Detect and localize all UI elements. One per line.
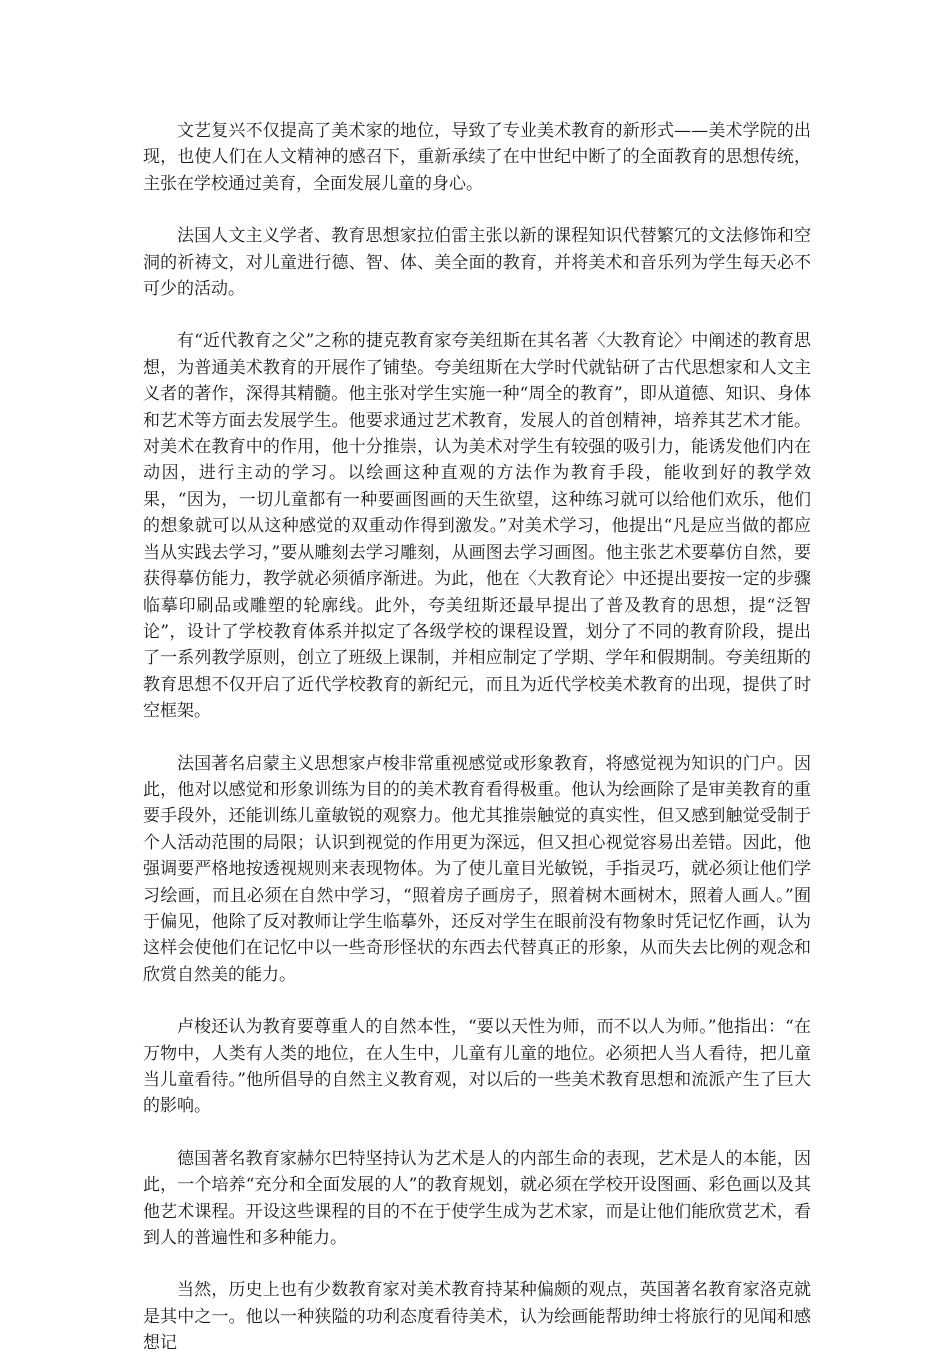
paragraph-comenius: 有“近代教育之父”之称的捷克教育家夸美纽斯在其名著〈大教育论〉中阐述的教育思想，为普通美术教育的开展作了铺垫。夸美纽斯在大学时代就钻研了古代思想家和人文主义者的著作，深得其精髓。他主张对学生实施一种“周全的教育”，即从道德、知识、身体和艺术等方面去发展学生。他要求通过艺术教育，发展人的首创精神，培养其艺术才能。对美术在教育中的作用，他十分推崇，认为美术对学生有较强的吸引力，能诱发他们内在动因，进行主动的学习。以绘画这种直观的方法作为教育手段，能收到好的教学效果，“因为，一切儿童都有一种要画图画的天生欲望，这种练习就可以给他们欢乐，他们的想象就可以从这种感觉的双重动作得到激发。”对美术学习，他提出“凡是应当做的都应当从实践去学习，”要从雕刻去学习雕刻，从画图去学习画图。他主张艺术要摹仿自然，要获得摹仿能力，教学就必须循序渐进。为此，他在〈大教育论〉中还提出要按一定的步骤临摹印刷品或雕塑的轮廓线。此外，夸美纽斯还最早提出了普及教育的思想，提“泛智论”，设计了学校教育体系并拟定了各级学校的课程设置，划分了不同的教育阶段，提出了一系列教学原则，创立了班级上课制，并相应制定了学期、学年和假期制。夸美纽斯的教育思想不仅开启了近代学校教育的新纪元，而且为近代学校美术教育的出现，提供了时空框架。 [143,331,811,722]
paragraph-herbart: 德国著名教育家赫尔巴特坚持认为艺术是人的内部生命的表现，艺术是人的本能，因此，一个培养“充分和全面发展的人”的教育规划，就必须在学校开设图画、彩色画以及其他艺术课程。开设这些课程的目的不在于使学生成为艺术家，而是让他们能欣赏艺术，看到人的普遍性和多种能力。 [143,1148,811,1249]
paragraph-rousseau-nature: 卢梭还认为教育要尊重人的自然本性，“要以天性为师，而不以人为师。”他指出：“在万物中，人类有人类的地位，在人生中，儿童有儿童的地位。必须把人当人看待，把儿童当儿童看待。”他所倡导的自然主义教育观，对以后的一些美术教育思想和流派产生了巨大的影响。 [143,1017,811,1117]
paragraph-locke: 当然，历史上也有少数教育家对美术教育持某种偏颇的观点，英国著名教育家洛克就是其中之一。他以一种狭隘的功利态度看待美术，认为绘画能帮助绅士将旅行的见闻和感想记 [143,1280,811,1354]
paragraph-renaissance: 文艺复兴不仅提高了美术家的地位，导致了专业美术教育的新形式——美术学院的出现，也使人们在人文精神的感召下，重新承续了在中世纪中断了的全面教育的思想传统，主张在学校通过美育，全面发展儿童的身心。 [143,121,811,194]
paragraph-rousseau: 法国著名启蒙主义思想家卢梭非常重视感觉或形象教育，将感觉视为知识的门户。因此，他对以感觉和形象训练为目的的美术教育看得极重。他认为绘画除了是审美教育的重要手段外，还能训练儿童敏锐的观察力。他尤其推崇触觉的真实性，但又感到触觉受制于个人活动范围的局限；认识到视觉的作用更为深远，但又担心视觉容易出差错。因此，他强调要严格地按透视规则来表现物体。为了使儿童目光敏锐，手指灵巧，就必须让他们学习绘画，而且必须在自然中学习，“照着房子画房子，照着树木画树木，照着人画人。”囿于偏见，他除了反对教师让学生临摹外，还反对学生在眼前没有物象时凭记忆作画，认为这样会使他们在记忆中以一些奇形怪状的东西去代替真正的形象，从而失去比例的观念和欣赏自然美的能力。 [143,753,811,985]
document-body [143,118,811,1357]
paragraph-rabelais: 法国人文主义学者、教育思想家拉伯雷主张以新的课程知识代替繁冗的文法修饰和空洞的祈祷文，对儿童进行德、智、体、美全面的教育，并将美术和音乐列为学生每天必不可少的活动。 [143,226,811,300]
